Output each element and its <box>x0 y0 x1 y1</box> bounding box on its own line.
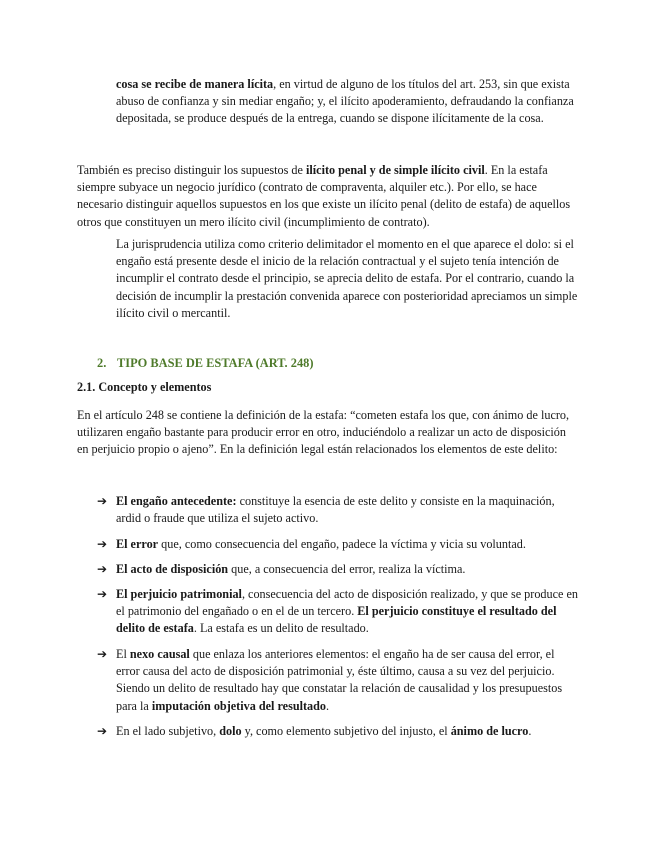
item-text: . La estafa es un delito de resultado. <box>193 621 369 636</box>
bold-phrase: El acto de disposición <box>116 562 229 576</box>
bold-phrase: nexo causal <box>129 647 190 661</box>
bold-phrase: dolo <box>219 724 242 738</box>
item-text: El <box>116 647 130 661</box>
paragraph-text: . En la estafa siempre subyace un negocio jurídico (contrato de compraventa, alquiler etc.). Por ello, se hace necesario distinguir aquellos supuestos en los que existe un ilícito penal (delito de estafa) de aquellos otros que constituyen un mero ilícito civil (incumplimiento de contrato). <box>77 163 571 229</box>
item-text: y, como elemento subjetivo del injusto, el <box>241 724 451 738</box>
arrow-bullet-icon: ➔ <box>97 494 108 508</box>
paragraph-jurisprudence <box>116 236 578 322</box>
paragraph-text: , en virtud de alguno de los títulos del art. 253, sin que exista abuso de confianza y sin mediar engaño; y, el ilícito apoderamiento, defraudando la confianza depositada, se produce después de la entrega, cuando se dispone ilícitamente de la cosa. <box>116 77 574 126</box>
item-text: . <box>326 698 330 713</box>
arrow-bullet-icon: ➔ <box>97 647 108 661</box>
item-text: , consecuencia del acto de disposición realizado, y que se produce en el patrimonio del engañado o en el de un tercero. <box>116 587 578 619</box>
paragraph-text: También es preciso distinguir los supuestos de <box>77 163 306 177</box>
section-title: TIPO BASE DE ESTAFA (ART. 248) <box>117 356 314 370</box>
bold-phrase: ánimo de lucro <box>450 724 529 738</box>
item-text: En el lado subjetivo, <box>116 724 220 738</box>
bold-phrase: El error <box>116 537 159 551</box>
item-text: que enlaza los anteriores elementos: el engaño ha de ser causa del error, el error causa del acto de disposición patrimonial y, éste último, causa a su vez del perjuicio. Siendo un delito de resultado hay que constatar la relación de causalidad y los presupuestos para la <box>116 647 563 713</box>
item-text: . <box>528 724 532 738</box>
arrow-bullet-icon: ➔ <box>97 587 108 601</box>
section-number: 2. <box>97 356 107 370</box>
paragraph-text: La jurisprudencia utiliza como criterio delimitador el momento en el que aparece el dolo: si el engaño está presente desde el inicio de la relación contractual y el sujeto tenía intención de incumplir el contrato desde el principio, se aprecia delito de estafa. Por el contrario, cuando la decisión de incumplir la prestación convenida aparece con posterioridad apreciamos un simple ilícito civil o mercantil. <box>116 237 578 320</box>
bold-phrase: imputación objetiva del resultado <box>151 698 327 713</box>
bold-phrase: ilícito penal y de simple ilícito civil <box>306 163 485 177</box>
item-text: constituye la esencia de este delito y consiste en la maquinación, ardid o fraude que utiliza el sujeto activo. <box>116 494 555 526</box>
item-text: que, como consecuencia del engaño, padece la víctima y vicia su voluntad. <box>158 537 526 551</box>
paragraph-definition <box>77 407 578 459</box>
arrow-bullet-icon: ➔ <box>97 562 108 576</box>
subsection-heading: 2.1. Concepto y elementos <box>77 380 212 394</box>
bold-phrase: El perjuicio patrimonial <box>116 587 242 601</box>
item-text: que, a consecuencia del error, realiza la víctima. <box>228 562 466 576</box>
bold-phrase: cosa se recibe de manera lícita <box>116 77 274 91</box>
arrow-bullet-icon: ➔ <box>97 537 108 551</box>
paragraph-text: En el artículo 248 se contiene la definición de la estafa: “cometen estafa los que, con ánimo de lucro, utilizaren engaño bastante para producir error en otro, induciéndolo a realizar un acto de disposición en perjuicio propio o ajeno”. En la definición legal están relacionados los elementos de este delito: <box>77 408 570 457</box>
bold-phrase: El engaño antecedente: <box>116 494 237 508</box>
paragraph-penal-vs-civil <box>77 162 578 231</box>
section-heading <box>97 355 313 372</box>
paragraph-legit-receipt <box>116 76 578 128</box>
bold-phrase: El perjuicio constituye el resultado del delito de estafa <box>116 604 557 636</box>
arrow-bullet-icon: ➔ <box>97 724 108 738</box>
